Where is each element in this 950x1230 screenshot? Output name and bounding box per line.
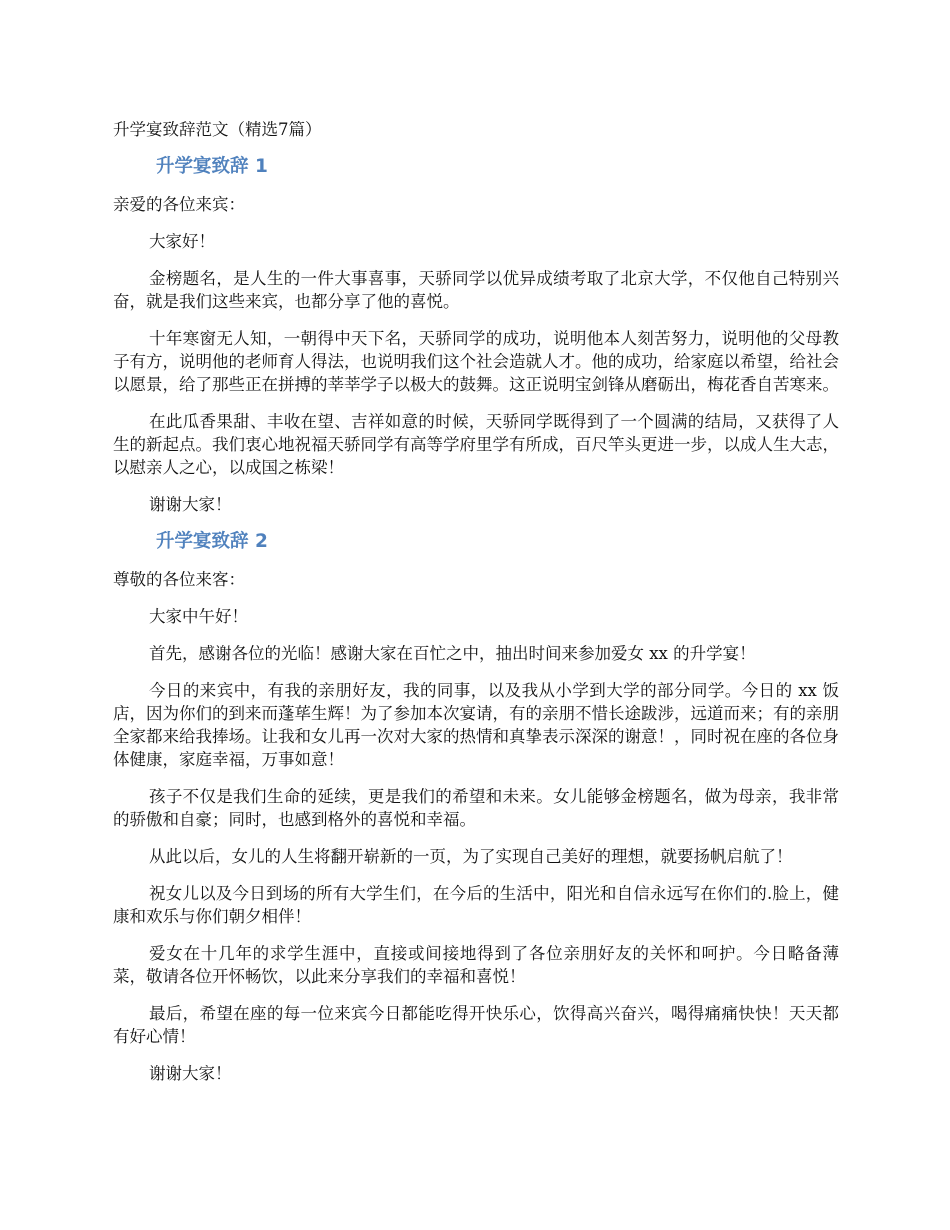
paragraph: 十年寒窗无人知，一朝得中天下名，天骄同学的成功，说明他本人刻苦努力，说明他的父母教子有方，说明他的老师育人得法，也说明我们这个社会造就人才。他的成功，给家庭以希望，给社会以愿景，给了那些正在拼搏的莘莘学子以极大的鼓舞。这正说明宝剑锋从磨砺出，梅花香自苦寒来。 <box>113 329 839 394</box>
section-heading: 升学宴致辞 2 <box>156 531 268 552</box>
paragraph: 今日的来宾中，有我的亲朋好友，我的同事，以及我从小学到大学的部分同学。今日的 xx 饭店，因为你们的到来而蓬荜生辉！为了参加本次宴请，有的亲朋不惜长途跋涉，远道而来；有的亲朋全家都来给我捧场。让我和女儿再一次对大家的热情和真挚表示深深的谢意！，同时祝在座的各位身体健康，家庭幸福，万事如意！ <box>113 681 839 769</box>
salutation: 亲爱的各位来宾： <box>113 195 245 214</box>
section-heading: 升学宴致辞 1 <box>156 156 268 177</box>
paragraph: 金榜题名，是人生的一件大事喜事，天骄同学以优异成绩考取了北京大学，不仅他自己特别兴奋，就是我们这些来宾，也都分享了他的喜悦。 <box>113 269 839 311</box>
speech-section-2 <box>113 530 839 1085</box>
paragraph: 大家好！ <box>149 232 215 251</box>
paragraph: 最后，希望在座的每一位来宾今日都能吃得开快乐心，饮得高兴奋兴，喝得痛痛快快！天天都有好心情！ <box>113 1004 839 1046</box>
paragraph: 爱女在十几年的求学生涯中，直接或间接地得到了各位亲朋好友的关怀和呵护。今日略备薄菜，敬请各位开怀畅饮，以此来分享我们的幸福和喜悦！ <box>113 944 839 986</box>
paragraph: 孩子不仅是我们生命的延续，更是我们的希望和未来。女儿能够金榜题名，做为母亲，我非常的骄傲和自豪；同时，也感到格外的喜悦和幸福。 <box>113 787 839 829</box>
paragraph: 祝女儿以及今日到场的所有大学生们，在今后的生活中，阳光和自信永远写在你们的.脸上，健康和欢乐与你们朝夕相伴！ <box>113 884 839 926</box>
paragraph: 大家中午好！ <box>149 607 248 626</box>
paragraph: 从此以后，女儿的人生将翻开崭新的一页，为了实现自己美好的理想，就要扬帆启航了！ <box>149 847 793 866</box>
paragraph: 首先，感谢各位的光临！感谢大家在百忙之中，抽出时间来参加爱女 xx 的升学宴！ <box>149 644 756 663</box>
paragraph: 谢谢大家！ <box>149 495 232 514</box>
paragraph: 在此瓜香果甜、丰收在望、吉祥如意的时候，天骄同学既得到了一个圆满的结局，又获得了人生的新起点。我们衷心地祝福天骄同学有高等学府里学有所成，百尺竿头更进一步，以成人生大志，以慰亲人之心，以成国之栋梁！ <box>113 412 839 477</box>
salutation: 尊敬的各位来客： <box>113 570 245 589</box>
speech-section-1 <box>113 155 839 516</box>
document-page <box>113 118 839 1099</box>
document-title: 升学宴致辞范文（精选7篇） <box>113 120 322 139</box>
paragraph: 谢谢大家！ <box>149 1064 232 1083</box>
